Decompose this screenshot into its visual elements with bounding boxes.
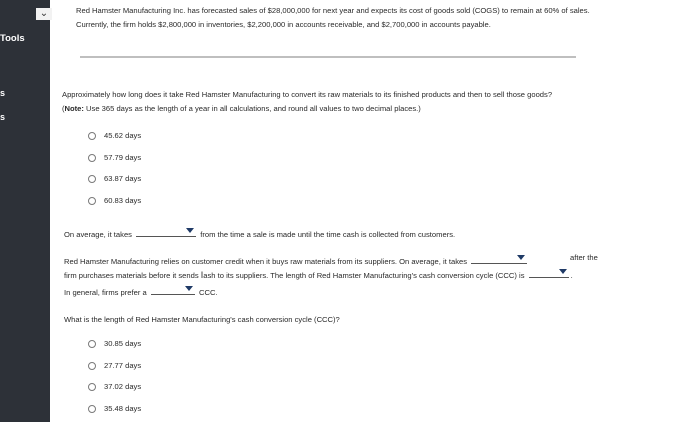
intro-text: Red Hamster Manufacturing Inc. has forecasted sales of $28,000,000 for next year and expects its cost of goods sold (COGS) to remain at 60% of sales. Currently, the firm holds $2,800,000 in inventories, $2,200,000 in accounts receivable, and $2,700,000 in accounts payable. — [76, 6, 590, 29]
q1-option[interactable] — [88, 174, 141, 183]
option-label: 57.79 days — [104, 153, 142, 162]
option-label: 60.83 days — [104, 196, 142, 205]
radio-button[interactable] — [88, 154, 96, 162]
sentence-2a — [64, 254, 529, 266]
q2-option[interactable] — [88, 339, 141, 348]
chevron-down-icon[interactable]: ⌄ — [36, 8, 52, 20]
note-open: ( — [62, 104, 65, 113]
dropdown-select[interactable] — [529, 268, 569, 278]
dropdown-select[interactable] — [471, 254, 527, 264]
option-label: 63.87 days — [104, 174, 142, 183]
radio-button[interactable] — [88, 175, 96, 183]
dropdown-caret-icon — [186, 228, 194, 233]
radio-button[interactable] — [88, 197, 96, 205]
dropdown-caret-icon — [185, 286, 193, 291]
radio-button[interactable] — [88, 383, 96, 391]
q1-option[interactable] — [88, 131, 141, 140]
sentence-2b — [64, 268, 573, 280]
question-2-text: What is the length of Red Hamster Manufacturing's cash conversion cycle (CCC)? — [64, 315, 340, 324]
sidebar — [0, 0, 50, 422]
question-panel — [50, 0, 700, 422]
sentence-2-part2a: firm purchases materials before it sends — [64, 271, 199, 280]
note-label: Note: — [64, 104, 84, 113]
option-label: 27.77 days — [104, 361, 142, 370]
sidebar-item[interactable]: s — [0, 88, 6, 98]
sentence-3-before: In general, firms prefer a — [64, 288, 147, 297]
radio-button[interactable] — [88, 132, 96, 140]
q1-option[interactable] — [88, 196, 141, 205]
sentence-2-end: . — [570, 271, 573, 280]
sentence-1-after: from the time a sale is made until the time cash is collected from customers. — [200, 230, 456, 239]
note-text: Use 365 days as the length of a year in all calculations, and round all values to two decimal places.) — [83, 104, 421, 113]
option-label: 37.02 days — [104, 382, 142, 391]
question-1-prompt — [62, 88, 622, 116]
radio-button[interactable] — [88, 340, 96, 348]
tools-label[interactable]: Tools — [0, 33, 25, 44]
option-label: 35.48 days — [104, 404, 142, 413]
dropdown-select[interactable] — [151, 285, 195, 295]
sentence-2-after-the: after the — [570, 253, 598, 262]
sentence-3-after: CCC. — [198, 288, 218, 297]
option-label: 30.85 days — [104, 339, 142, 348]
radio-button[interactable] — [88, 362, 96, 370]
option-label: 45.62 days — [104, 131, 142, 140]
dropdown-select[interactable] — [136, 227, 196, 237]
divider — [80, 56, 576, 58]
dropdown-caret-icon — [559, 269, 567, 274]
sentence-2-part1: Red Hamster Manufacturing relies on customer credit when it buys raw materials from its suppliers. On average, it takes — [64, 257, 468, 266]
sentence-1-before: On average, it takes — [64, 230, 132, 239]
q1-option[interactable] — [88, 153, 141, 162]
dropdown-caret-icon — [517, 255, 525, 260]
q2-option[interactable] — [88, 404, 141, 413]
sidebar-item[interactable]: s — [0, 112, 6, 122]
radio-button[interactable] — [88, 405, 96, 413]
sentence-2-part2b: ash to its suppliers. The length of Red Hamster Manufacturing's cash conversion cycle (CCC) is — [203, 271, 525, 280]
sentence-3 — [64, 285, 218, 297]
question-1-text: Approximately how long does it take Red Hamster Manufacturing to convert its raw materials to its finished products and then to sell those goods? — [62, 90, 553, 99]
sentence-1 — [64, 227, 455, 239]
q2-option[interactable] — [88, 382, 141, 391]
text-cursor-icon: I — [200, 270, 204, 280]
q2-option[interactable] — [88, 361, 141, 370]
